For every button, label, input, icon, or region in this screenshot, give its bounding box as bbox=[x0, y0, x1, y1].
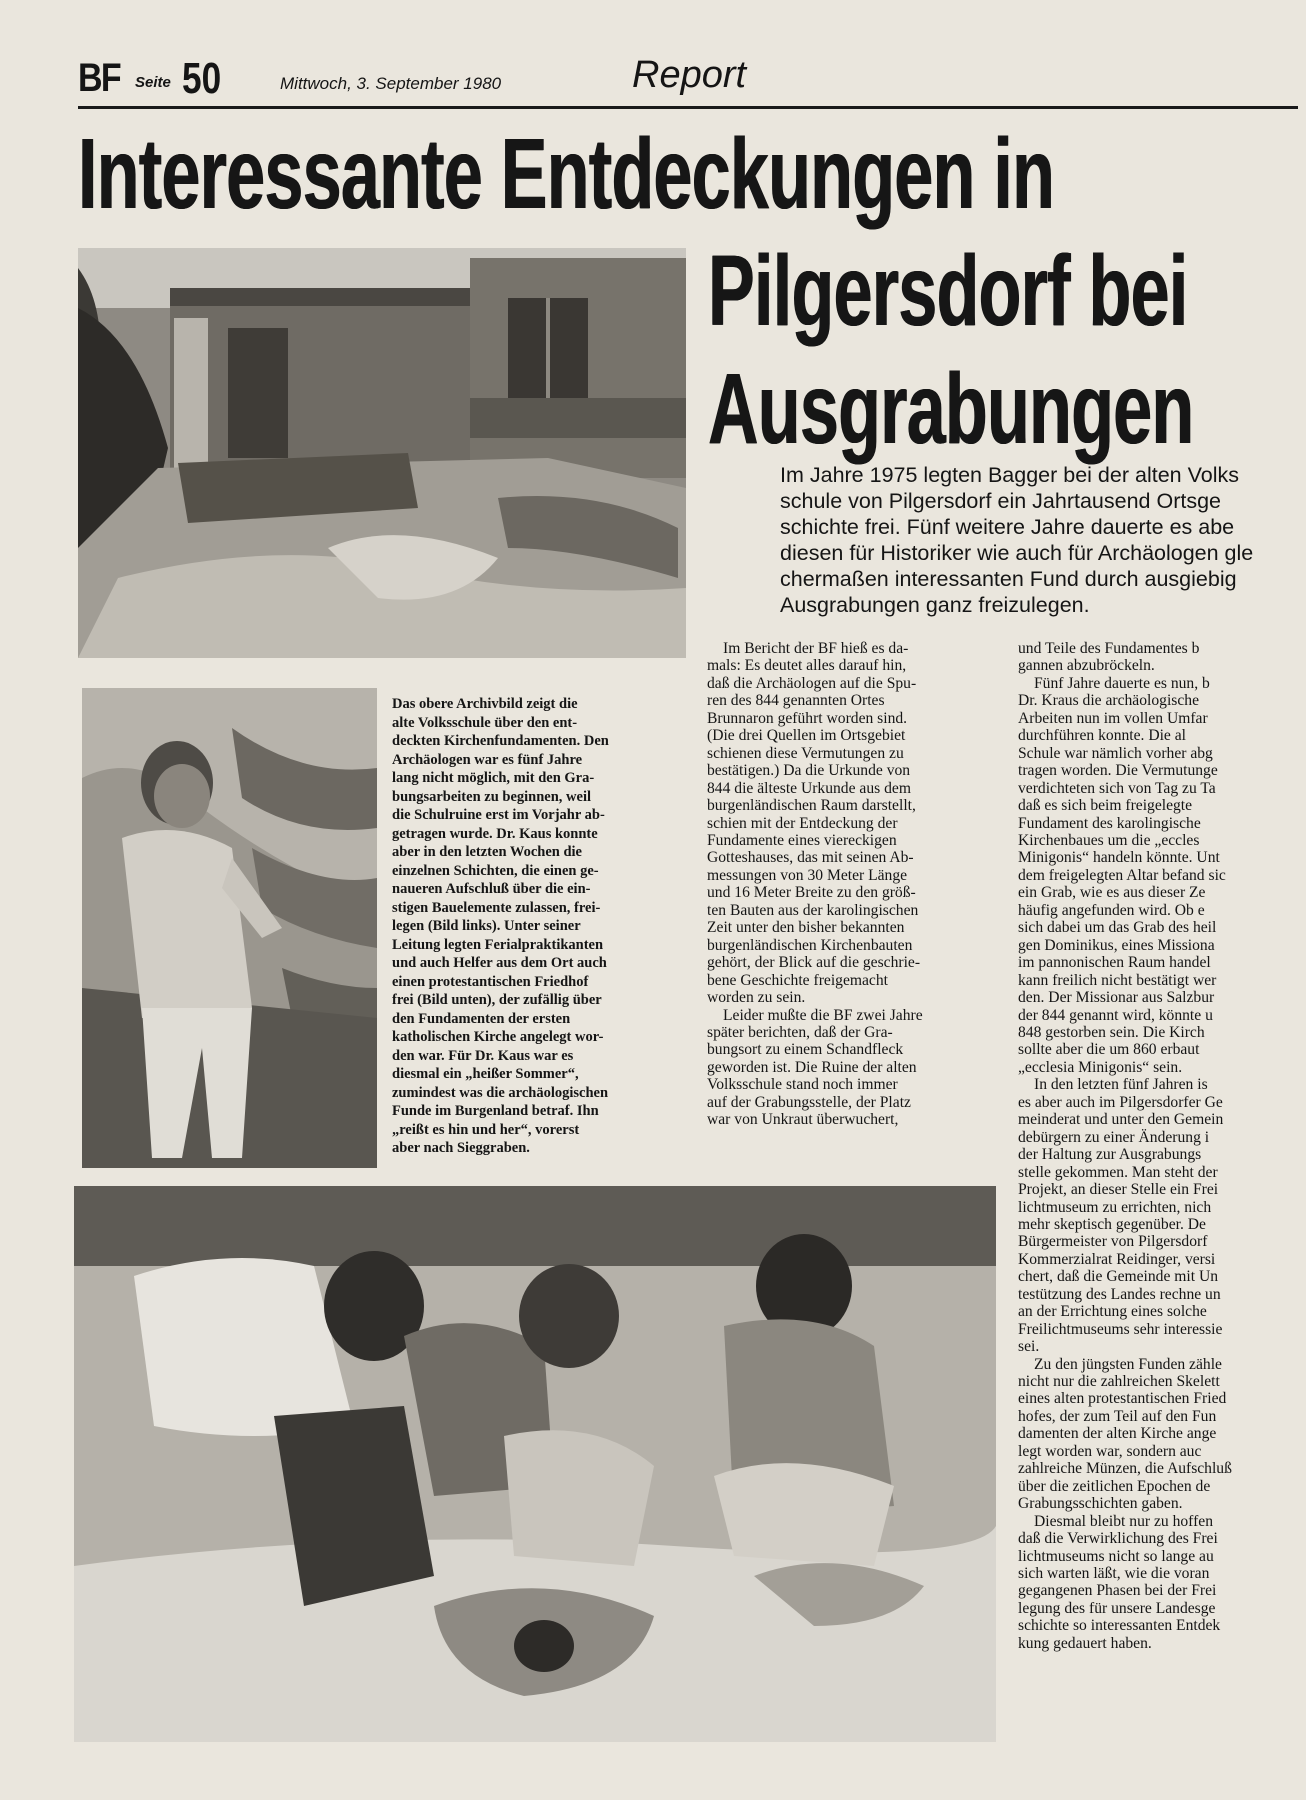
body-line: 848 gestorben sein. Die Kirch bbox=[1018, 1023, 1205, 1041]
body-line: Fundamente eines viereckigen bbox=[707, 831, 897, 849]
body-line: schienen diese Vermutungen zu bbox=[707, 744, 904, 762]
body-line: Volksschule stand noch immer bbox=[707, 1076, 898, 1094]
page-number: 50 bbox=[182, 54, 222, 103]
caption-line: Leitung legten Ferialpraktikanten bbox=[392, 936, 604, 953]
body-line: Leider mußte die BF zwei Jahre bbox=[723, 1006, 923, 1024]
body-line: In den letzten fünf Jahren is bbox=[1034, 1076, 1208, 1094]
body-column-1 bbox=[707, 640, 965, 1129]
body-line: und Teile des Fundamentes b bbox=[1018, 640, 1200, 657]
body-line: daß die Archäologen auf die Spu- bbox=[707, 674, 917, 692]
body-line: Zeit unter den bisher bekannten bbox=[707, 919, 905, 937]
body-line: bestätigen.) Da die Urkunde von bbox=[707, 762, 911, 780]
body-line: schien mit der Entdeckung der bbox=[707, 814, 898, 832]
body-line: verdichteten sich von Tag zu Ta bbox=[1018, 779, 1216, 797]
caption-line: und auch Helfer aus dem Ort auch bbox=[392, 955, 607, 971]
body-column-2 bbox=[1018, 640, 1306, 1652]
body-line: gehört, der Blick auf die geschrie- bbox=[707, 954, 921, 972]
body-line: gen Dominikus, eines Missiona bbox=[1018, 936, 1215, 954]
caption-line: getragen wurde. Dr. Kaus konnte bbox=[392, 825, 598, 842]
caption-line: Das obere Archivbild zeigt die bbox=[392, 696, 578, 712]
section-title: Report bbox=[632, 54, 747, 96]
body-line: daß es sich beim freigelegte bbox=[1018, 797, 1193, 815]
body-line: Arbeiten nun im vollen Umfar bbox=[1018, 709, 1208, 727]
body-line: Fünf Jahre dauerte es nun, b bbox=[1034, 674, 1210, 692]
body-line: testützung des Landes rechne un bbox=[1018, 1285, 1221, 1303]
body-line: nicht nur die zahlreichen Skelett bbox=[1018, 1373, 1220, 1391]
body-line: legt worden war, sondern auc bbox=[1018, 1442, 1202, 1460]
body-line: Freilichtmuseums sehr interessie bbox=[1018, 1320, 1223, 1338]
body-line: über die zeitlichen Epochen de bbox=[1018, 1477, 1211, 1495]
body-line: Kirchenbaues um die „eccles bbox=[1018, 831, 1200, 849]
body-line: worden zu sein. bbox=[707, 989, 806, 1007]
body-line: der Haltung zur Ausgrabungs bbox=[1018, 1146, 1202, 1164]
body-line: lichtmuseum zu errichten, nich bbox=[1018, 1198, 1212, 1216]
lead-line: Im Jahre 1975 legten Bagger bei der alten Volks bbox=[780, 463, 1239, 487]
headline-line-3: Ausgrabungen bbox=[708, 353, 1194, 465]
body-line: war von Unkraut überwuchert, bbox=[707, 1111, 899, 1129]
lead-line: schule von Pilgersdorf ein Jahrtausend Ortsge bbox=[780, 489, 1221, 513]
caption-line: diesmal ein „heißer Sommer“, bbox=[392, 1066, 579, 1082]
body-line: Bürgermeister von Pilgersdorf bbox=[1018, 1233, 1208, 1251]
body-line: ten Bauten aus der karolingischen bbox=[707, 901, 919, 919]
lead-line: schichte frei. Fünf weitere Jahre dauerte es abe bbox=[780, 515, 1235, 539]
photo-caption bbox=[392, 695, 688, 1158]
body-line: Diesmal bleibt nur zu hoffen bbox=[1034, 1512, 1213, 1530]
body-line: burgenländischen Kirchenbauten bbox=[707, 936, 913, 954]
caption-line: Funde im Burgenland betraf. Ihn bbox=[392, 1103, 599, 1119]
body-line: schichte so interessanten Entdek bbox=[1018, 1617, 1221, 1635]
body-line: kung gedauert haben. bbox=[1018, 1634, 1152, 1652]
body-line: (Die drei Quellen im Ortsgebiet bbox=[707, 727, 906, 745]
body-line: daß die Verwirklichung des Frei bbox=[1018, 1530, 1218, 1548]
body-line: häufig angefunden wird. Ob e bbox=[1018, 901, 1205, 919]
body-line: gannen abzubröckeln. bbox=[1018, 657, 1155, 675]
caption-line: aber nach Sieggraben. bbox=[392, 1140, 530, 1156]
body-line: messungen von 30 Meter Länge bbox=[707, 866, 908, 884]
caption-line: stigen Bauelemente zulassen, frei- bbox=[392, 899, 601, 916]
body-line: 844 die älteste Urkunde aus dem bbox=[707, 779, 911, 797]
body-line: Zu den jüngsten Funden zähle bbox=[1034, 1355, 1222, 1373]
lead-line: Ausgrabungen ganz freizulegen. bbox=[780, 593, 1090, 617]
page-header bbox=[78, 50, 1298, 106]
body-line: stelle gekommen. Man steht der bbox=[1018, 1163, 1218, 1181]
body-line: bene Geschichte freigemacht bbox=[707, 971, 888, 989]
body-line: tragen worden. Die Vermutunge bbox=[1018, 762, 1218, 780]
body-line: sich dabei um das Grab des heil bbox=[1018, 919, 1217, 937]
masthead: BF bbox=[78, 56, 120, 100]
caption-line: den Fundamenten der ersten bbox=[392, 1010, 571, 1027]
caption-line: einen protestantischen Friedhof bbox=[392, 973, 589, 990]
body-line: den. Der Missionar aus Salzbur bbox=[1018, 989, 1215, 1007]
body-line: mals: Es deutet alles darauf hin, bbox=[707, 657, 907, 675]
caption-line: „reißt es hin und her“, vorerst bbox=[392, 1121, 580, 1138]
body-line: und 16 Meter Breite zu den größ- bbox=[707, 884, 916, 902]
article-lead bbox=[710, 462, 1306, 618]
caption-line: einzelnen Schichten, die einen ge- bbox=[392, 862, 599, 879]
body-line: sei. bbox=[1018, 1338, 1040, 1356]
issue-date: Mittwoch, 3. September 1980 bbox=[280, 74, 502, 93]
caption-line: frei (Bild unten), der zufällig über bbox=[392, 992, 602, 1008]
body-line: durchführen konnte. Die al bbox=[1018, 727, 1187, 745]
schoolhouse-ruin-photo bbox=[78, 248, 686, 658]
body-line: dem freigelegten Altar befand sic bbox=[1018, 866, 1226, 884]
body-line: Grabungsschichten gaben. bbox=[1018, 1495, 1183, 1513]
body-line: legung des für unsere Landesge bbox=[1018, 1599, 1216, 1617]
body-line: der 844 genannt wird, könnte u bbox=[1018, 1006, 1213, 1024]
body-line: bungsort zu einem Schandfleck bbox=[707, 1041, 904, 1059]
body-line: sich warten läßt, wie die voran bbox=[1018, 1565, 1210, 1583]
body-line: lichtmuseums nicht so lange au bbox=[1018, 1547, 1214, 1565]
body-line: ein Grab, wie es aus dieser Ze bbox=[1018, 884, 1206, 902]
page-label: Seite bbox=[135, 74, 171, 91]
headline-line-2: Pilgersdorf bei bbox=[708, 235, 1188, 347]
caption-line: aber in den letzten Wochen die bbox=[392, 844, 582, 860]
body-line: es aber auch im Pilgersdorfer Ge bbox=[1018, 1093, 1223, 1111]
excavation-photo bbox=[74, 1186, 996, 1742]
body-line: ren des 844 genannten Ortes bbox=[707, 692, 885, 710]
body-line: später berichten, daß der Gra- bbox=[707, 1023, 893, 1041]
caption-line: Archäologen war es fünf Jahre bbox=[392, 751, 583, 768]
caption-line: deckten Kirchenfundamenten. Den bbox=[392, 733, 609, 749]
body-line: an der Errichtung eines solche bbox=[1018, 1303, 1207, 1321]
body-line: kann freilich nicht bestätigt wer bbox=[1018, 971, 1217, 989]
caption-line: legen (Bild links). Unter seiner bbox=[392, 918, 581, 934]
caption-line: naueren Aufschluß über die ein- bbox=[392, 881, 591, 897]
body-line: Kommerzialrat Reidinger, versi bbox=[1018, 1250, 1216, 1268]
caption-line: alte Volksschule über den ent- bbox=[392, 714, 578, 731]
body-line: zahlreiche Münzen, die Aufschluß bbox=[1018, 1460, 1232, 1478]
body-line: eines alten protestantischen Fried bbox=[1018, 1390, 1227, 1408]
body-line: Minigonis“ handeln könnte. Unt bbox=[1018, 849, 1220, 867]
body-line: Im Bericht der BF hieß es da- bbox=[723, 640, 909, 657]
caption-line: lang nicht möglich, mit den Gra- bbox=[392, 770, 595, 786]
caption-line: die Schulruine erst im Vorjahr ab- bbox=[392, 807, 605, 823]
body-line: „ecclesia Minigonis“ sein. bbox=[1018, 1058, 1183, 1076]
body-line: mehr skeptisch gegenüber. De bbox=[1018, 1215, 1206, 1233]
caption-line: den war. Für Dr. Kaus war es bbox=[392, 1047, 574, 1064]
body-line: Schule war nämlich vorher abg bbox=[1018, 744, 1213, 762]
body-line: Dr. Kraus die archäologische bbox=[1018, 692, 1199, 710]
body-line: sollte aber die um 860 erbaut bbox=[1018, 1041, 1200, 1059]
lead-line: chermaßen interessanten Fund durch ausgiebig bbox=[780, 567, 1237, 591]
caption-line: zumindest was die archäologischen bbox=[392, 1084, 609, 1101]
body-line: Fundament des karolingische bbox=[1018, 814, 1201, 832]
body-line: debürgern zu einer Änderung i bbox=[1018, 1128, 1210, 1146]
body-line: damenten der alten Kirche ange bbox=[1018, 1425, 1217, 1443]
body-line: Gotteshauses, das mit seinen Ab- bbox=[707, 849, 914, 867]
body-line: burgenländischen Raum darstellt, bbox=[707, 797, 916, 815]
body-line: hofes, der zum Teil auf den Fun bbox=[1018, 1407, 1217, 1425]
body-line: im pannonischen Raum handel bbox=[1018, 954, 1211, 972]
body-line: chert, daß die Gemeinde mit Un bbox=[1018, 1268, 1219, 1286]
body-line: Projekt, an dieser Stelle ein Frei bbox=[1018, 1181, 1219, 1199]
body-line: auf der Grabungsstelle, der Platz bbox=[707, 1093, 911, 1111]
lead-line: diesen für Historiker wie auch für Archäologen gle bbox=[780, 541, 1254, 565]
body-line: gegangenen Phasen bei der Frei bbox=[1018, 1582, 1217, 1600]
body-line: geworden ist. Die Ruine der alten bbox=[707, 1058, 917, 1076]
headline-line-1: Interessante Entdeckungen in bbox=[78, 118, 1055, 230]
header-rule bbox=[78, 106, 1298, 109]
caption-line: bungsarbeiten zu beginnen, weil bbox=[392, 788, 591, 805]
caption-line: katholischen Kirche angelegt wor- bbox=[392, 1029, 604, 1045]
body-line: meinderat und unter den Gemein bbox=[1018, 1111, 1224, 1129]
body-line: Brunnaron geführt worden sind. bbox=[707, 709, 908, 727]
archaeologist-photo bbox=[82, 688, 377, 1168]
